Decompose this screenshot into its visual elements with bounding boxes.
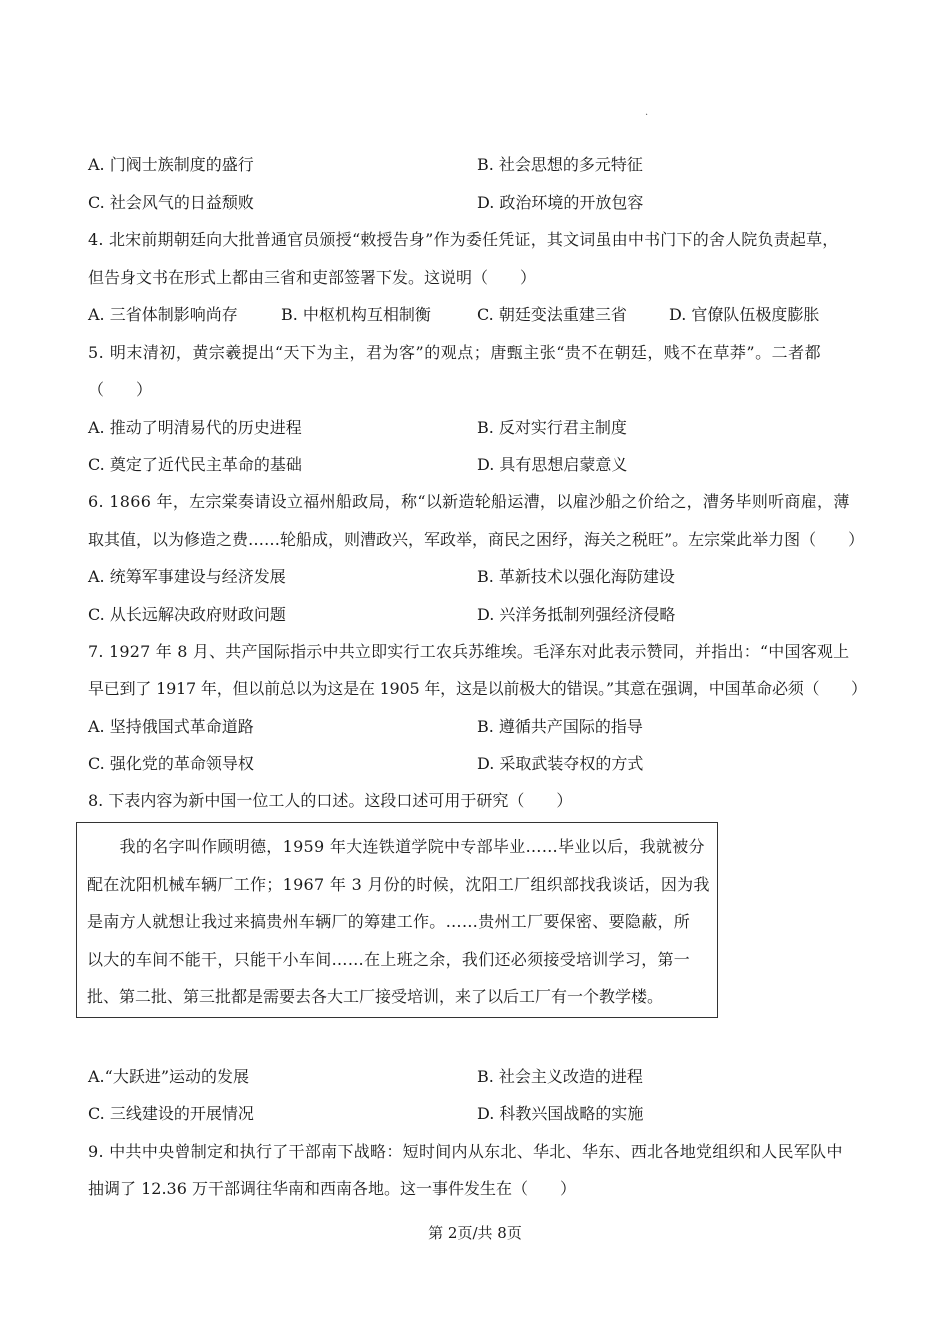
q7-stem-line-2: 早已到了 1917 年，但以前总以为这是在 1905 年，这是以前极大的错误。”其意在强调，中国革命必须（ ） [88,679,867,698]
q8-quote-line-4: 以大的车间不能干，只能干小车间……在上班之余，我们还必须接受培训学习，第一 [87,950,691,969]
q6-option-a: A. 统筹军事建设与经济发展 [88,567,286,586]
q6-stem-line-2: 取其值，以为修造之费……轮船成，则漕政兴，军政举，商民之困纾，海关之税旺”。左宗棠此举力图（ ） [88,530,865,549]
q7-option-d: D. 采取武装夺权的方式 [477,754,644,773]
q7-option-b: B. 遵循共产国际的指导 [477,717,643,736]
q8-quote-line-5: 批、第二批、第三批都是需要去各大工厂接受培训，来了以后工厂有一个教学楼。 [87,987,664,1006]
q6-option-b: B. 革新技术以强化海防建设 [477,567,675,586]
q4-stem-line-1: 4. 北宋前期朝廷向大批普通官员颁授“敕授告身”作为委任凭证，其文词虽由中书门下的舍人院负责起草， [88,230,839,249]
q4-stem-line-2: 但告身文书在形式上都由三省和吏部签署下发。这说明（ ） [88,268,537,287]
q9-stem-line-1: 9. 中共中央曾制定和执行了干部南下战略：短时间内从东北、华北、华东、西北各地党组织和人民军队中 [88,1142,843,1161]
q8-stem: 8. 下表内容为新中国一位工人的口述。这段口述可用于研究（ ） [88,791,573,810]
q5-stem-line-1: 5. 明末清初，黄宗羲提出“天下为主，君为客”的观点；唐甄主张“贵不在朝廷，贱不在草莽”。二者都 [88,343,822,362]
q3-option-b: B. 社会思想的多元特征 [477,155,643,174]
q4-option-a: A. 三省体制影响尚存 [88,305,238,324]
q3-option-a: A. 门阀士族制度的盛行 [88,155,254,174]
q4-option-d: D. 官僚队伍极度膨胀 [669,305,820,324]
q6-option-d: D. 兴洋务抵制列强经济侵略 [477,605,676,624]
decorative-dot: · [645,110,649,121]
q9-stem-line-2: 抽调了 12.36 万干部调往华南和西南各地。这一事件发生在（ ） [88,1179,576,1198]
q7-option-c: C. 强化党的革命领导权 [88,754,254,773]
q4-option-b: B. 中枢机构互相制衡 [281,305,431,324]
q6-stem-line-1: 6. 1866 年，左宗棠奏请设立福州船政局，称“以新造轮船运漕，以雇沙船之价给之，漕务毕则听商雇，薄 [88,492,850,511]
page-footer: 第 2页/共 8页 [428,1224,522,1242]
q4-option-c: C. 朝廷变法重建三省 [477,305,627,324]
q8-quote-line-3: 是南方人就想让我过来搞贵州车辆厂的筹建工作。……贵州工厂要保密、要隐蔽，所 [87,912,691,931]
q8-option-d: D. 科教兴国战略的实施 [477,1104,644,1123]
q3-option-d: D. 政治环境的开放包容 [477,193,644,212]
q3-option-c: C. 社会风气的日益颓败 [88,193,254,212]
q7-option-a: A. 坚持俄国式革命道路 [88,717,254,736]
q8-option-c: C. 三线建设的开展情况 [88,1104,254,1123]
q8-quote-box [76,822,718,1018]
q5-stem-line-2: （ ） [88,380,153,399]
q8-quote-line-1: 我的名字叫作顾明德，1959 年大连铁道学院中专部毕业……毕业以后，我就被分 [87,837,705,856]
q7-stem-line-1: 7. 1927 年 8 月、共产国际指示中共立即实行工农兵苏维埃。毛泽东对此表示赞同，并指出：“中国客观上 [88,642,850,661]
q8-quote-line-2: 配在沈阳机械车辆厂工作；1967 年 3 月份的时候，沈阳工厂组织部找我谈话，因为我 [87,875,710,894]
q8-option-a: A.“大跃进”运动的发展 [88,1067,250,1086]
q5-option-d: D. 具有思想启蒙意义 [477,455,628,474]
q5-option-c: C. 奠定了近代民主革命的基础 [88,455,302,474]
q6-option-c: C. 从长远解决政府财政问题 [88,605,286,624]
q5-option-b: B. 反对实行君主制度 [477,418,627,437]
q5-option-a: A. 推动了明清易代的历史进程 [88,418,302,437]
q8-option-b: B. 社会主义改造的进程 [477,1067,643,1086]
